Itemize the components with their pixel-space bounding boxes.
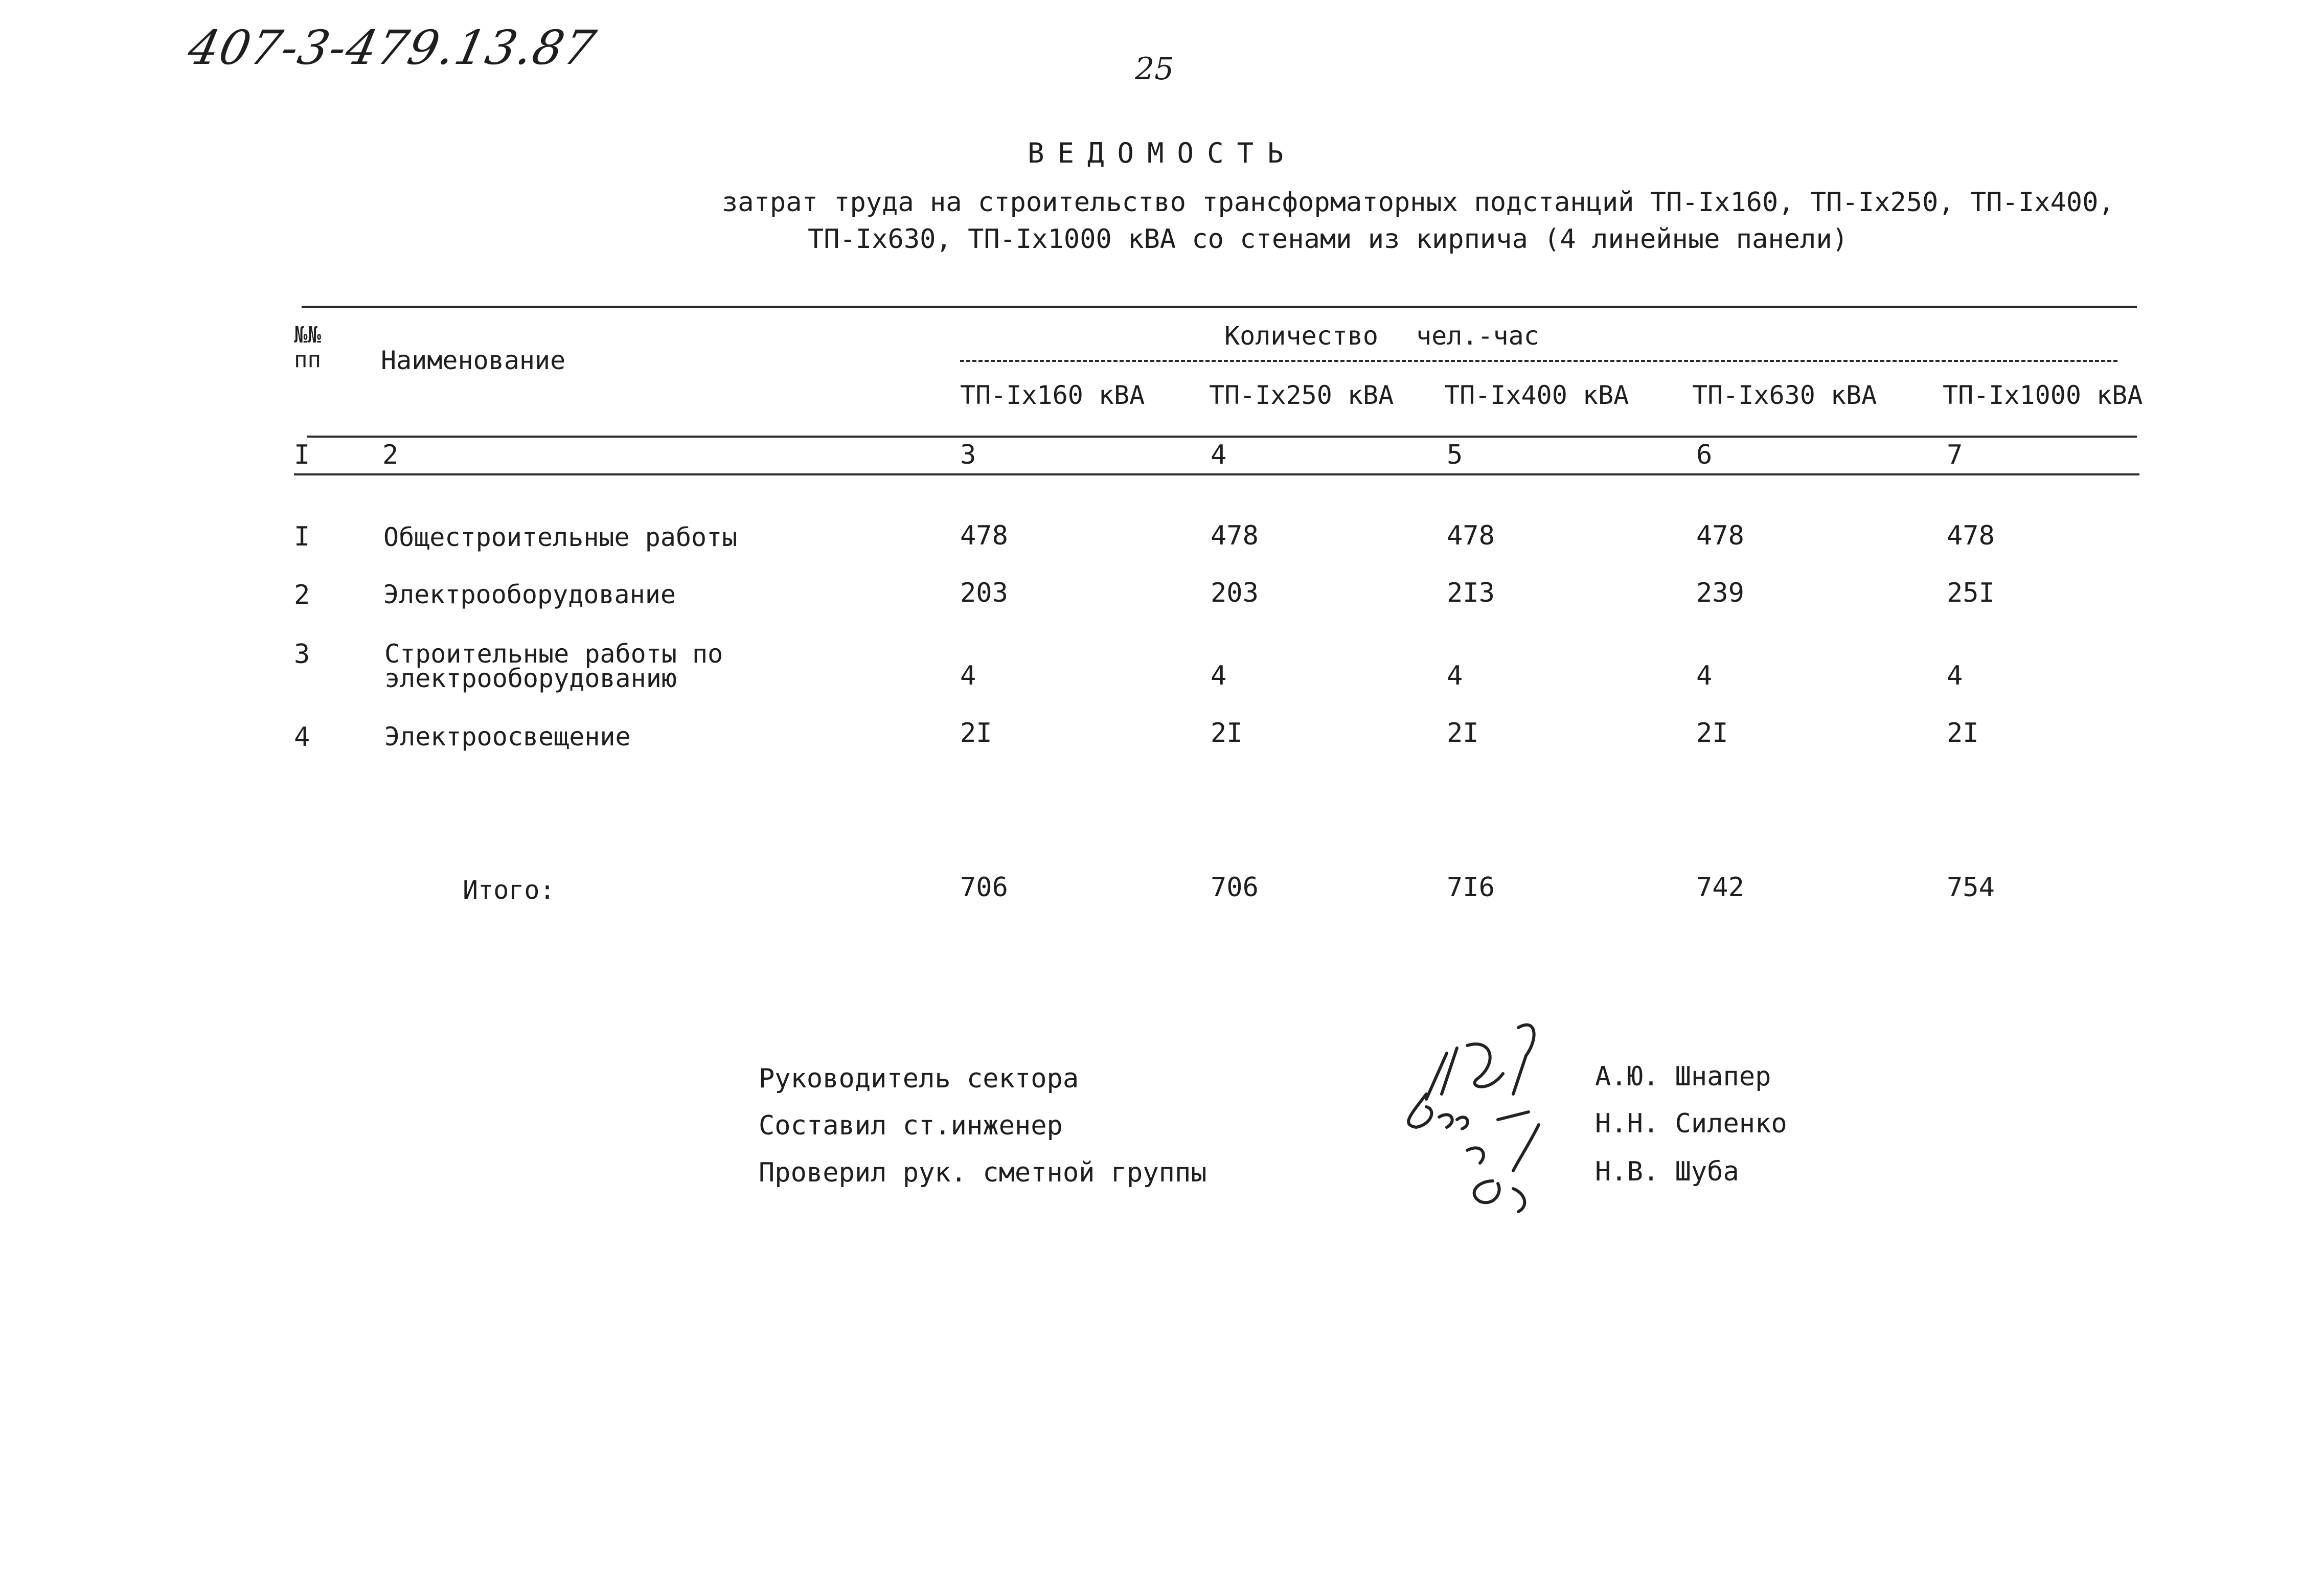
index-col-7: 7	[1947, 440, 1963, 470]
row-value: 2I	[1447, 718, 1479, 748]
row-value: 4	[1696, 661, 1713, 691]
col-header-tp630: ТП-Iх630 кВА	[1692, 380, 1877, 410]
header-bottom-rule	[307, 436, 2137, 438]
quantity-group-rule	[960, 360, 2117, 362]
index-col-2: 2	[382, 440, 399, 470]
index-col-1: I	[294, 440, 310, 470]
index-bottom-rule	[294, 473, 2139, 475]
row-value: 2I	[1211, 718, 1243, 748]
col-num-header: №№	[294, 322, 321, 348]
col-header-tp250: ТП-Iх250 кВА	[1209, 380, 1394, 410]
row-value: 478	[1211, 520, 1259, 551]
col-name-header: Наименование	[381, 346, 566, 375]
index-col-3: 3	[960, 440, 976, 470]
table-top-rule	[302, 306, 2137, 308]
document-subtitle-line-2: ТП-Iх630, ТП-Iх1000 кВА со стенами из кирпича (4 линейные панели)	[808, 224, 1848, 255]
index-col-4: 4	[1211, 440, 1227, 470]
col-header-tp160: ТП-Iх160 кВА	[960, 380, 1145, 410]
index-col-6: 6	[1696, 440, 1713, 470]
page-number: 25	[1135, 51, 1174, 87]
signer-role: Проверил рук. сметной группы	[759, 1157, 1207, 1188]
row-value: 2I	[960, 718, 992, 748]
signer-name: Н.В. Шуба	[1595, 1156, 1739, 1187]
row-value: 203	[1211, 578, 1259, 608]
quantity-header: Количество	[1224, 321, 1379, 351]
unit-header: чел.-час	[1416, 321, 1539, 351]
row-value: 4	[960, 661, 976, 691]
signer-name: А.Ю. Шнапер	[1595, 1061, 1771, 1092]
row-number: I	[294, 521, 310, 552]
row-value: 478	[1447, 520, 1495, 551]
row-number: 3	[294, 639, 310, 670]
total-value: 7I6	[1447, 872, 1495, 903]
handwritten-signatures	[1391, 1017, 1585, 1217]
signer-role: Составил ст.инженер	[759, 1110, 1063, 1141]
row-name: Электрооборудование	[383, 580, 676, 609]
totals-label: Итого:	[463, 875, 555, 905]
document-subtitle-line-1: затрат труда на строительство трансформаторных подстанций ТП-Iх160, ТП-Iх250, ТП-Iх400,	[722, 187, 2114, 218]
total-value: 754	[1947, 872, 1995, 903]
col-num-header-sub: пп	[294, 347, 321, 373]
row-name-line-1: Строительные работы по	[384, 639, 723, 669]
row-number: 2	[294, 580, 310, 610]
row-value: 25I	[1947, 578, 1995, 608]
signer-name: Н.Н. Силенко	[1595, 1108, 1787, 1139]
row-value: 478	[1696, 520, 1744, 551]
total-value: 706	[1211, 872, 1259, 903]
row-name-line-2: электрооборудованию	[384, 664, 677, 693]
total-value: 706	[960, 872, 1008, 903]
row-name: Общестроительные работы	[383, 522, 738, 552]
document-title: ВЕДОМОСТЬ	[1028, 137, 1297, 169]
row-value: 2I	[1696, 718, 1728, 748]
signer-role: Руководитель сектора	[759, 1063, 1079, 1094]
row-value: 239	[1696, 578, 1744, 608]
total-value: 742	[1696, 872, 1744, 903]
row-value: 4	[1447, 661, 1463, 691]
row-number: 4	[294, 722, 310, 753]
index-col-5: 5	[1447, 440, 1463, 470]
row-value: 4	[1947, 661, 1963, 691]
row-name: Электроосвещение	[384, 722, 631, 752]
row-value: 2I3	[1447, 578, 1495, 608]
row-value: 203	[960, 578, 1008, 608]
document-code: 407-3-479.13.87	[183, 20, 601, 75]
row-value: 4	[1211, 661, 1227, 691]
col-header-tp1000: ТП-Iх1000 кВА	[1943, 380, 2143, 410]
row-value: 2I	[1947, 718, 1979, 748]
row-value: 478	[1947, 520, 1995, 551]
row-value: 478	[960, 520, 1008, 551]
col-header-tp400: ТП-Iх400 кВА	[1444, 380, 1629, 410]
